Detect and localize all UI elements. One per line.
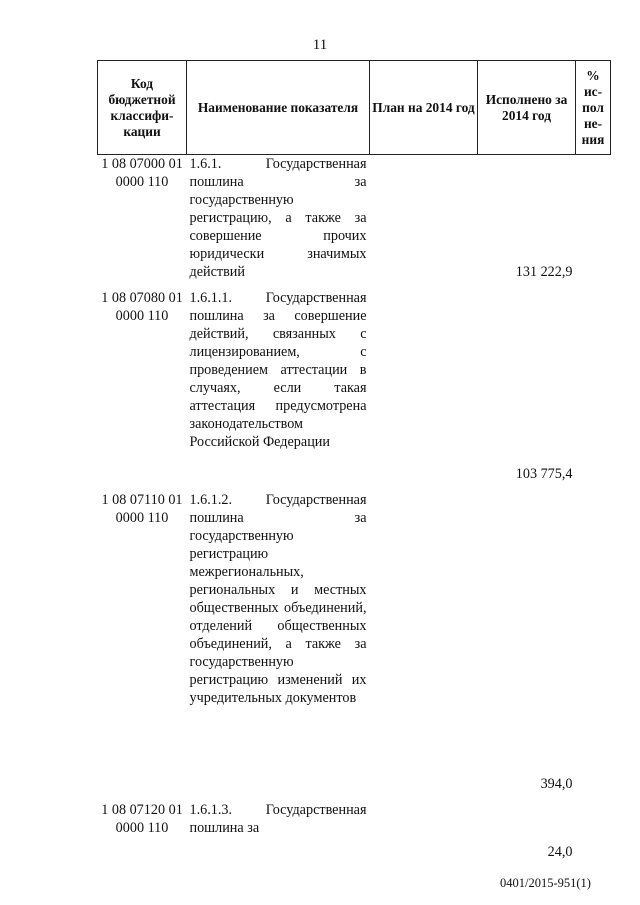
header-executed: Исполнено за 2014 год — [478, 61, 576, 155]
row-name-text: 1.6.1. Государственная пошлина за государственную регистрацию, а также за совершение прочих юридически значимых действий — [189, 156, 367, 280]
row-percent — [576, 491, 611, 793]
table-row — [98, 491, 611, 793]
row-code: 1 08 07080 01 0000 110 — [101, 290, 183, 324]
row-executed: 24,0 — [547, 844, 573, 860]
row-percent — [576, 801, 611, 861]
table-row — [98, 289, 611, 483]
header-code: Код бюджетной классифи-кации — [98, 61, 187, 155]
row-name — [187, 155, 370, 282]
budget-table — [97, 60, 611, 861]
row-name — [187, 289, 370, 483]
header-percent: % ис-пол не-ния — [576, 61, 611, 155]
row-code: 1 08 07120 01 0000 110 — [101, 802, 183, 836]
header-plan: План на 2014 год — [370, 61, 478, 155]
row-executed: 131 222,9 — [515, 264, 573, 280]
row-name-text: 1.6.1.2. Государственная пошлина за государственную регистрацию межрегиональных, региональных и местных общественных объединений, отделений общественных объединений, а также за государственную регистрацию изменений их учредительных документов — [189, 492, 367, 706]
row-plan — [370, 289, 478, 483]
row-plan — [370, 491, 478, 793]
header-name: Наименование показателя — [187, 61, 370, 155]
table-row — [98, 155, 611, 282]
row-plan — [370, 155, 478, 282]
row-executed: 103 775,4 — [515, 466, 573, 482]
row-executed: 394,0 — [540, 776, 573, 792]
table-header — [98, 61, 611, 155]
row-name — [187, 801, 370, 861]
page-number: 11 — [312, 37, 328, 53]
row-percent — [576, 289, 611, 483]
row-name-text: 1.6.1.3. Государственная пошлина за — [189, 802, 367, 836]
document-footer-code: 0401/2015-951(1) — [500, 876, 591, 890]
row-name-text: 1.6.1.1. Государственная пошлина за совершение действий, связанных с лицензированием, с проведением аттестации в случаях, если такая аттестация предусмотрена законодательством Российской Федерации — [189, 290, 367, 450]
row-name — [187, 491, 370, 793]
row-percent — [576, 155, 611, 282]
table-row — [98, 801, 611, 861]
row-code: 1 08 07000 01 0000 110 — [101, 156, 183, 190]
row-code: 1 08 07110 01 0000 110 — [101, 492, 183, 526]
row-plan — [370, 801, 478, 861]
